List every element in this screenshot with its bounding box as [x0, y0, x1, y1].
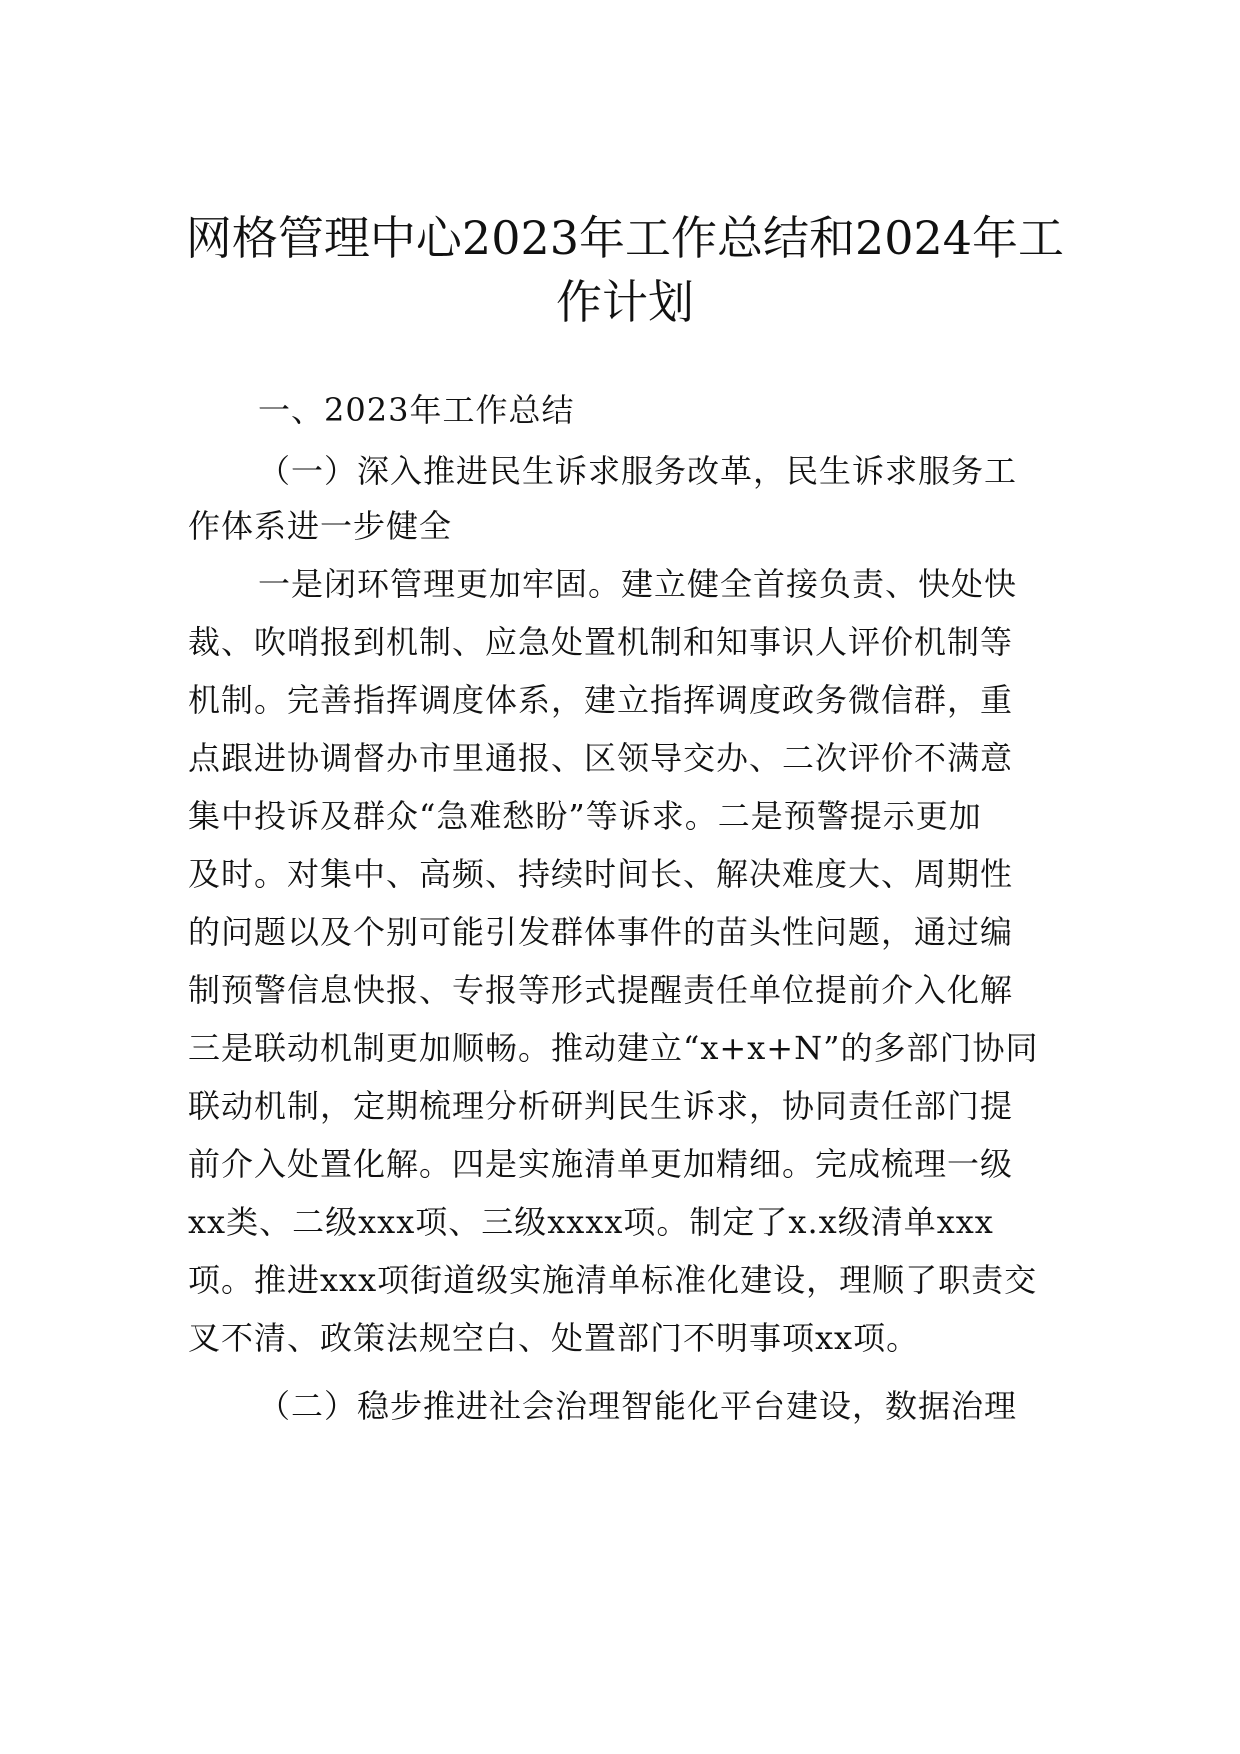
- body-line-13: 项。推进xxx项街道级实施清单标准化建设，理顺了职责交: [188, 1261, 1038, 1299]
- subsection-heading-1-line-1: （一）深入推进民生诉求服务改革，民生诉求服务工: [258, 452, 1018, 490]
- body-line-8: 制预警信息快报、专报等形式提醒责任单位提前介入化解: [188, 971, 1014, 1009]
- section-heading-2023-summary: 一、2023年工作总结: [258, 391, 575, 429]
- body-line-9: 三是联动机制更加顺畅。推动建立“x+x+N”的多部门协同: [188, 1029, 1039, 1067]
- title-line-2: 作计划: [556, 275, 694, 329]
- body-line-2: 裁、吹哨报到机制、应急处置机制和知事识人评价机制等: [188, 623, 1014, 661]
- body-line-6: 及时。对集中、高频、持续时间长、解决难度大、周期性: [188, 855, 1014, 893]
- body-line-7: 的问题以及个别可能引发群体事件的苗头性问题，通过编: [188, 913, 1014, 951]
- body-line-10: 联动机制，定期梳理分析研判民生诉求，协同责任部门提: [188, 1087, 1014, 1125]
- body-line-1: 一是闭环管理更加牢固。建立健全首接负责、快处快: [258, 565, 1018, 603]
- body-line-11: 前介入处置化解。四是实施清单更加精细。完成梳理一级: [188, 1145, 1014, 1183]
- subsection-heading-1-line-2: 作体系进一步健全: [188, 507, 453, 545]
- body-line-4: 点跟进协调督办市里通报、区领导交办、二次评价不满意: [188, 739, 1014, 777]
- body-line-12: xx类、二级xxx项、三级xxxx项。制定了x.x级清单xxx: [188, 1203, 994, 1241]
- title-line-1: 网格管理中心2023年工作总结和2024年工: [185, 211, 1065, 265]
- body-line-5: 集中投诉及群众“急难愁盼”等诉求。二是预警提示更加: [188, 797, 982, 835]
- body-line-14: 叉不清、政策法规空白、处置部门不明事项xx项。: [188, 1319, 920, 1357]
- subsection-heading-2: （二）稳步推进社会治理智能化平台建设，数据治理: [258, 1387, 1018, 1425]
- body-line-3: 机制。完善指挥调度体系，建立指挥调度政务微信群，重: [188, 681, 1014, 719]
